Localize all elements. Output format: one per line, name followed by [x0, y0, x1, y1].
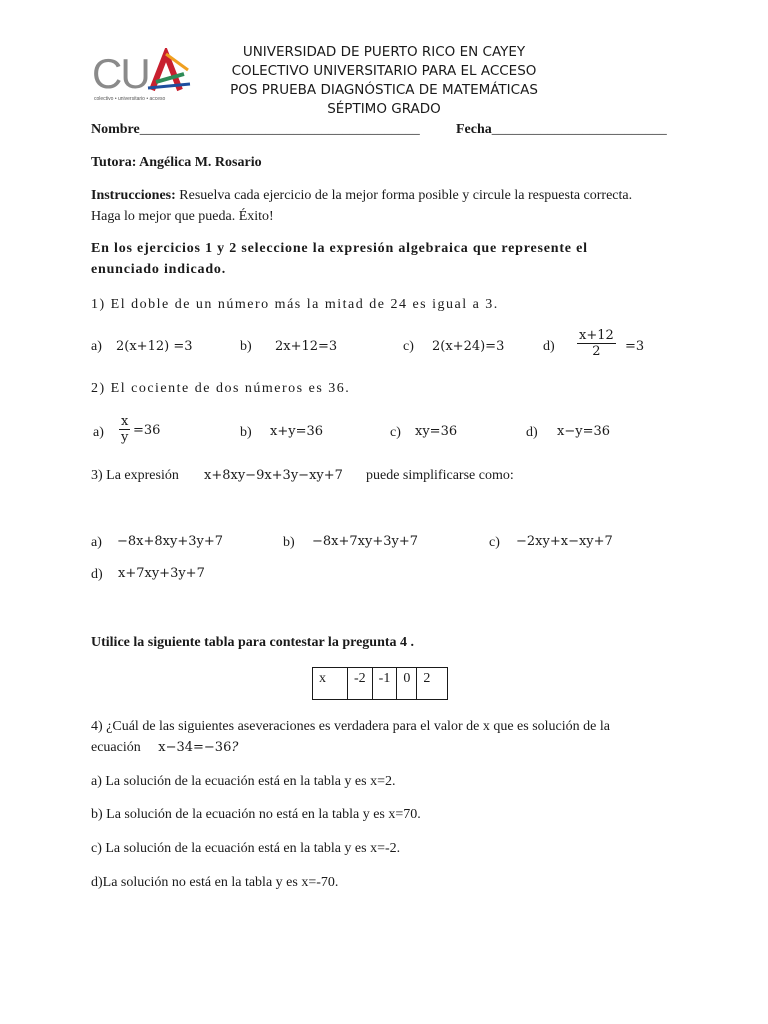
- q1-option-a-label: a): [91, 339, 102, 354]
- q1-option-d-denominator: 2: [592, 344, 601, 359]
- svg-text:CU: CU: [92, 50, 149, 97]
- instructions-line2: Haga lo mejor que pueda. Éxito!: [91, 209, 274, 224]
- q1-option-b-expr: 2x+12=3: [275, 339, 338, 354]
- q1-option-d-fraction: [577, 328, 616, 359]
- q3-option-a-expr: −8x+8xy+3y+7: [117, 534, 224, 549]
- q3-option-b-expr: −8x+7xy+3y+7: [312, 534, 419, 549]
- q3-option-b-label: b): [283, 535, 295, 550]
- header-test-title: POS PRUEBA DIAGNÓSTICA DE MATEMÁTICAS: [230, 82, 538, 98]
- section1-instructions-line2: enunciado indicado.: [91, 262, 227, 277]
- q4-option-b: b) La solución de la ecuación no está en la tabla y es x=70.: [91, 807, 421, 822]
- date-line: _________________________: [491, 122, 667, 137]
- q3-expression: x+8xy−9x+3y−xy+7: [204, 468, 343, 483]
- header-university: UNIVERSIDAD DE PUERTO RICO EN CAYEY: [242, 44, 526, 60]
- q1-option-a-expr: 2(x+12) =3: [116, 339, 193, 354]
- svg-text:colectivo • universitario • ac: colectivo • universitario • acceso: [94, 96, 166, 102]
- q1-option-c-expr: 2(x+24)=3: [432, 339, 505, 354]
- instructions-line1: [91, 188, 632, 204]
- q1-prompt: 1) El doble de un número más la mitad de 24 es igual a 3.: [91, 297, 499, 312]
- q2-option-d-label: d): [526, 425, 538, 440]
- q4-option-c: c) La solución de la ecuación está en la tabla y es x=-2.: [91, 841, 401, 856]
- q3-option-d-label: d): [91, 567, 103, 582]
- section1-instructions-line1: En los ejercicios 1 y 2 seleccione la expresión algebraica que represente el: [91, 241, 588, 256]
- q2-option-a-numerator: x: [121, 414, 129, 429]
- q4-option-d: d)La solución no está en la tabla y es x=-70.: [91, 875, 339, 890]
- table-cell: -1: [372, 668, 397, 700]
- name-label: Nombre: [91, 122, 140, 137]
- q2-option-a-fraction: [119, 414, 130, 445]
- q1-option-d-label: d): [543, 339, 555, 354]
- q4-equation: x−34=−36: [158, 740, 232, 755]
- q2-option-b-label: b): [240, 425, 252, 440]
- instructions-label: Instrucciones:: [91, 188, 176, 203]
- q2-option-a-rest: =36: [133, 423, 161, 438]
- instructions-text: Resuelva cada ejercicio de la mejor forma posible y circule la respuesta correcta.: [175, 188, 633, 203]
- q2-option-a-denominator: y: [120, 430, 129, 445]
- q3-option-d-expr: x+7xy+3y+7: [118, 566, 205, 581]
- q1-option-b-label: b): [240, 339, 252, 354]
- date-field: [456, 122, 667, 138]
- q3-prompt-end: puede simplificarse como:: [366, 468, 514, 483]
- q2-option-b-expr: x+y=36: [270, 424, 324, 439]
- q1-option-c-label: c): [403, 339, 414, 354]
- q2-prompt: 2) El cociente de dos números es 36.: [91, 381, 351, 396]
- header-collective: COLECTIVO UNIVERSITARIO PARA EL ACCESO: [231, 63, 537, 79]
- q3-option-c-expr: −2xy+x−xy+7: [516, 534, 613, 549]
- q3-prompt-start: 3) La expresión: [91, 468, 179, 483]
- q4-question-mark: ?: [231, 740, 239, 755]
- q2-option-c-label: c): [390, 425, 401, 440]
- tutor-line: Tutora: Angélica M. Rosario: [91, 155, 262, 170]
- q4-prompt-line1: 4) ¿Cuál de las siguientes aseveraciones es verdadera para el valor de x que es solución de la: [91, 719, 610, 734]
- q4-option-a: a) La solución de la ecuación está en la tabla y es x=2.: [91, 774, 396, 789]
- q1-option-d-numerator: x+12: [579, 328, 614, 343]
- header-grade: SÉPTIMO GRADO: [327, 101, 441, 117]
- q2-option-d-expr: x−y=36: [557, 424, 611, 439]
- name-field: [91, 122, 420, 138]
- q2-option-c-expr: xy=36: [415, 424, 458, 439]
- table-cell: x: [313, 668, 348, 700]
- table-cell: -2: [348, 668, 373, 700]
- values-table: [312, 667, 448, 700]
- table-row: [313, 668, 448, 700]
- name-line: ________________________________________: [139, 122, 420, 137]
- table-intro: Utilice la siguiente tabla para contestar la pregunta 4 .: [91, 635, 415, 650]
- table-cell: 2: [417, 668, 448, 700]
- date-label: Fecha: [456, 122, 492, 137]
- q1-option-d-rest: =3: [625, 339, 645, 354]
- table-cell: 0: [397, 668, 417, 700]
- q3-option-c-label: c): [489, 535, 500, 550]
- q4-prompt-line2-start: ecuación: [91, 740, 141, 755]
- q4-prompt-line2: [91, 740, 238, 756]
- q2-option-a-label: a): [93, 425, 104, 440]
- q3-option-a-label: a): [91, 535, 102, 550]
